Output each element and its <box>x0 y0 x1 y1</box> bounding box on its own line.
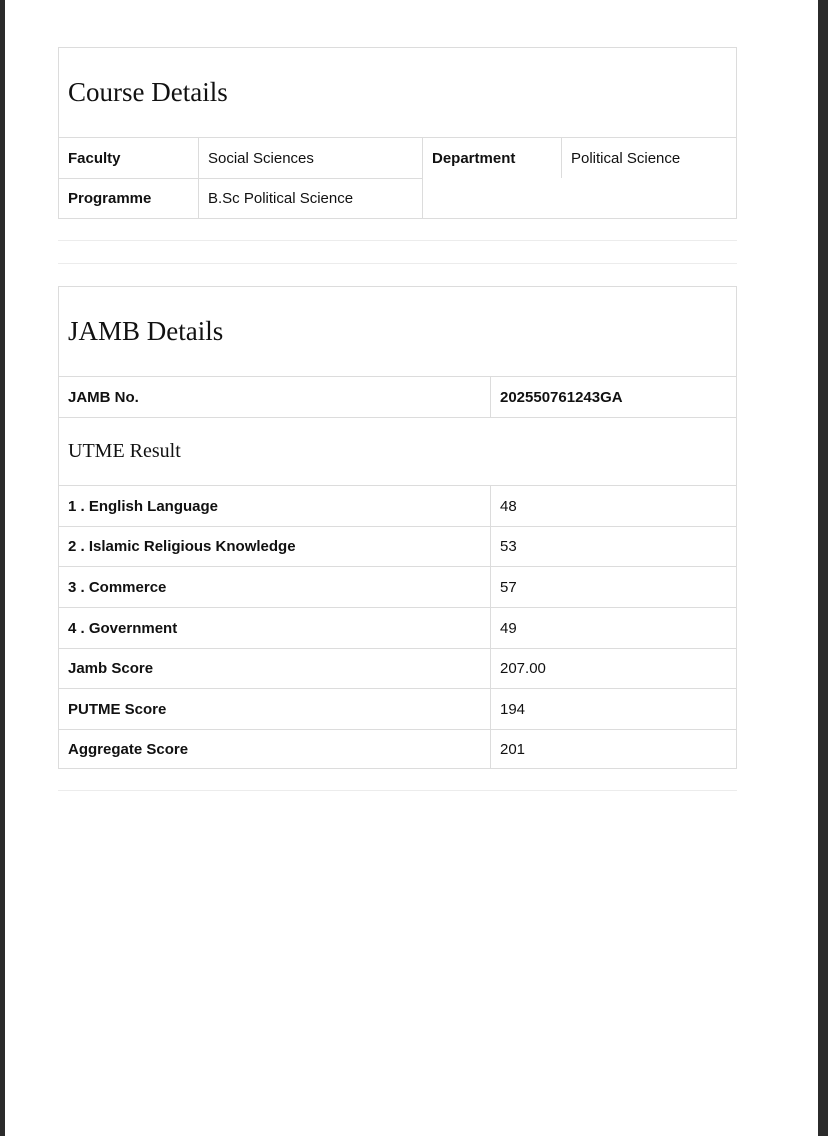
table-row <box>59 607 736 648</box>
department-label: Department <box>422 138 561 178</box>
subject-score: 57 <box>490 567 736 607</box>
table-row <box>59 648 736 688</box>
subject-label: 3 . Commerce <box>68 578 167 596</box>
faculty-label: Faculty <box>68 149 121 167</box>
course-details-panel <box>58 47 737 219</box>
aggregate-score-label: Aggregate Score <box>68 741 189 758</box>
putme-score-value: 194 <box>490 689 736 729</box>
aggregate-score-value: 201 <box>490 730 736 769</box>
table-row <box>59 485 736 526</box>
table-row <box>59 688 736 729</box>
putme-score-label: PUTME Score <box>68 700 167 718</box>
department-value: Political Science <box>561 138 736 178</box>
divider-line <box>58 790 737 791</box>
faculty-value: Social Sciences <box>198 138 422 178</box>
table-row <box>59 729 736 769</box>
table-row <box>59 526 736 566</box>
table-row <box>59 566 736 607</box>
faculty-department-row <box>59 137 736 178</box>
subject-label: 2 . Islamic Religious Knowledge <box>68 538 296 555</box>
subject-label: 1 . English Language <box>68 497 219 515</box>
jamb-details-panel <box>58 286 737 769</box>
document-page <box>5 0 818 1136</box>
programme-label: Programme <box>68 190 152 207</box>
utme-result-heading: UTME Result <box>68 440 181 462</box>
viewer-right-edge <box>818 0 828 1136</box>
subject-label: 4 . Government <box>68 619 178 637</box>
subject-score: 48 <box>490 486 736 526</box>
jamb-number-row <box>59 376 736 417</box>
jamb-number-label: JAMB No. <box>68 388 139 406</box>
jamb-score-label: Jamb Score <box>68 660 154 677</box>
subject-score: 53 <box>490 527 736 566</box>
utme-heading-row <box>59 417 736 485</box>
divider-line <box>58 263 737 264</box>
subject-score: 49 <box>490 608 736 648</box>
jamb-details-title: JAMB Details <box>68 316 224 346</box>
divider-line <box>58 240 737 241</box>
jamb-number-value: 202550761243GA <box>490 377 736 417</box>
programme-value: B.Sc Political Science <box>198 179 422 218</box>
course-details-title: Course Details <box>68 77 228 107</box>
jamb-score-value: 207.00 <box>490 649 736 688</box>
programme-row <box>59 178 423 218</box>
